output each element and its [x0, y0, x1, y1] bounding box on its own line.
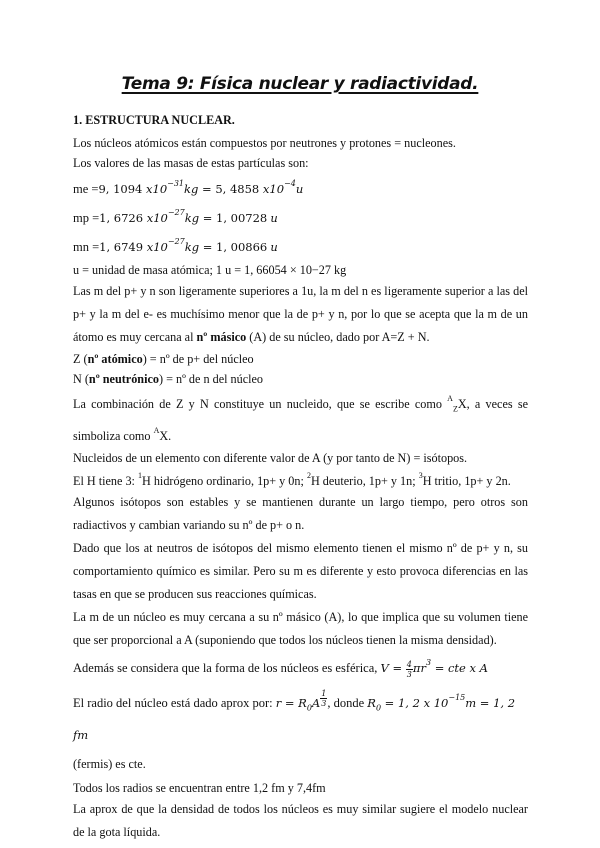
paragraph-isotopes: Nucleidos de un elemento con diferente valor de A (y por tanto de N) = isótopos. — [73, 451, 468, 466]
paragraph-nucleons: Los núcleos atómicos están compuestos por neutrones y protones = nucleones. — [73, 136, 456, 150]
paragraph-chemical-behavior: Dado que los at neutros de isótopos del mismo elemento tienen el mismo nº de p+ y n, su comportamiento químico es similar. Pero su m es diferente y esto provoca diferencias en las tasas en que se producen sus reacciones químicas. — [73, 541, 528, 602]
equation-proton-mass: mp =1, 6726 $x10^{-27}kg = 1$, 00728 u — [73, 208, 278, 226]
page-title: Tema 9: Física nuclear y radiactividad. — [121, 74, 479, 94]
paragraph-amu: u = unidad de masa atómica; 1 u = 1, 66054 × 10−27 kg — [73, 263, 347, 278]
definition-neutron-number: N (nº neutrónico) = nº de n del núcleo — [73, 372, 264, 387]
section-heading: 1. ESTRUCTURA NUCLEAR. — [73, 113, 235, 127]
paragraph-nuclear-radius: El radio del núcleo está dado aprox por: $r = R_0A$ $^{\frac{1}{3}}$ , donde $R_0 = 1$, 2 x $10^{-15}m = 1$, 2 fm — [73, 688, 516, 742]
paragraph-volume: La m de un núcleo es muy cercana a su nº másico (A), lo que implica que su volumen tiene que ser proporcional a A (suponiendo que todos los núcleos tienen la misma densidad). — [73, 610, 528, 648]
equation-neutron-mass: mn =1, 6749 $x10^{-27}kg = 1$, 00866 u — [73, 237, 278, 255]
paragraph-radius-range: Todos los radios se encuentran entre 1,2 fm y 7,4fm — [73, 780, 326, 795]
paragraph-stability: Algunos isótopos son estables y se mantienen durante un largo tiempo, pero otros son radiactivos y cambian variando su nº de p+ o n. — [73, 495, 528, 533]
equation-electron-mass: me =9, 1094 $x10^{-31}kg = 5$, 4858 $x10^{-4}u$ — [73, 179, 304, 197]
paragraph-fermis: (fermis) es cte. — [73, 756, 146, 771]
paragraph-masses-intro: Los valores de las masas de estas partículas son: — [73, 156, 309, 170]
paragraph-nuclide: La combinación de Z y N constituye un nucleido, que se escribe como $^A_Z$X, a veces se simboliza como $^A$X. — [73, 394, 528, 444]
paragraph-mass-number: Las m del p+ y n son ligeramente superiores a 1u, la m del n es ligeramente superior a las del p+ y la m del e- es muchísimo menor que la de p+ y n, por lo que se acepta que la m de un átomo es muy cercana al nº másico (A) de su núcleo, dado por A=Z + N. — [73, 284, 528, 345]
paragraph-spherical-shape: Además se considera que la forma de los núcleos es esférica, V = $\frac{4}{3}$ $\pi r^3$ = cte x A — [73, 658, 488, 679]
paragraph-liquid-drop: La aprox de que la densidad de todos los núcleos es muy similar sugiere el modelo nuclear de la gota líquida. — [73, 801, 528, 839]
fraction-four-thirds: $\frac{4}{3}$ — [406, 659, 412, 679]
definition-atomic-number: Z (nº atómico) = nº de p+ del núcleo — [73, 352, 254, 367]
fraction-one-third: 1 3 — [321, 688, 327, 708]
document-body — [73, 110, 528, 844]
paragraph-hydrogen-isotopes: El H tiene 3: $^1$H hidrógeno ordinario, 1p+ y 0n; $^2$H deuterio, 1p+ y 1n; $^3$H tritio, 1p+ y 2n. — [73, 471, 511, 489]
